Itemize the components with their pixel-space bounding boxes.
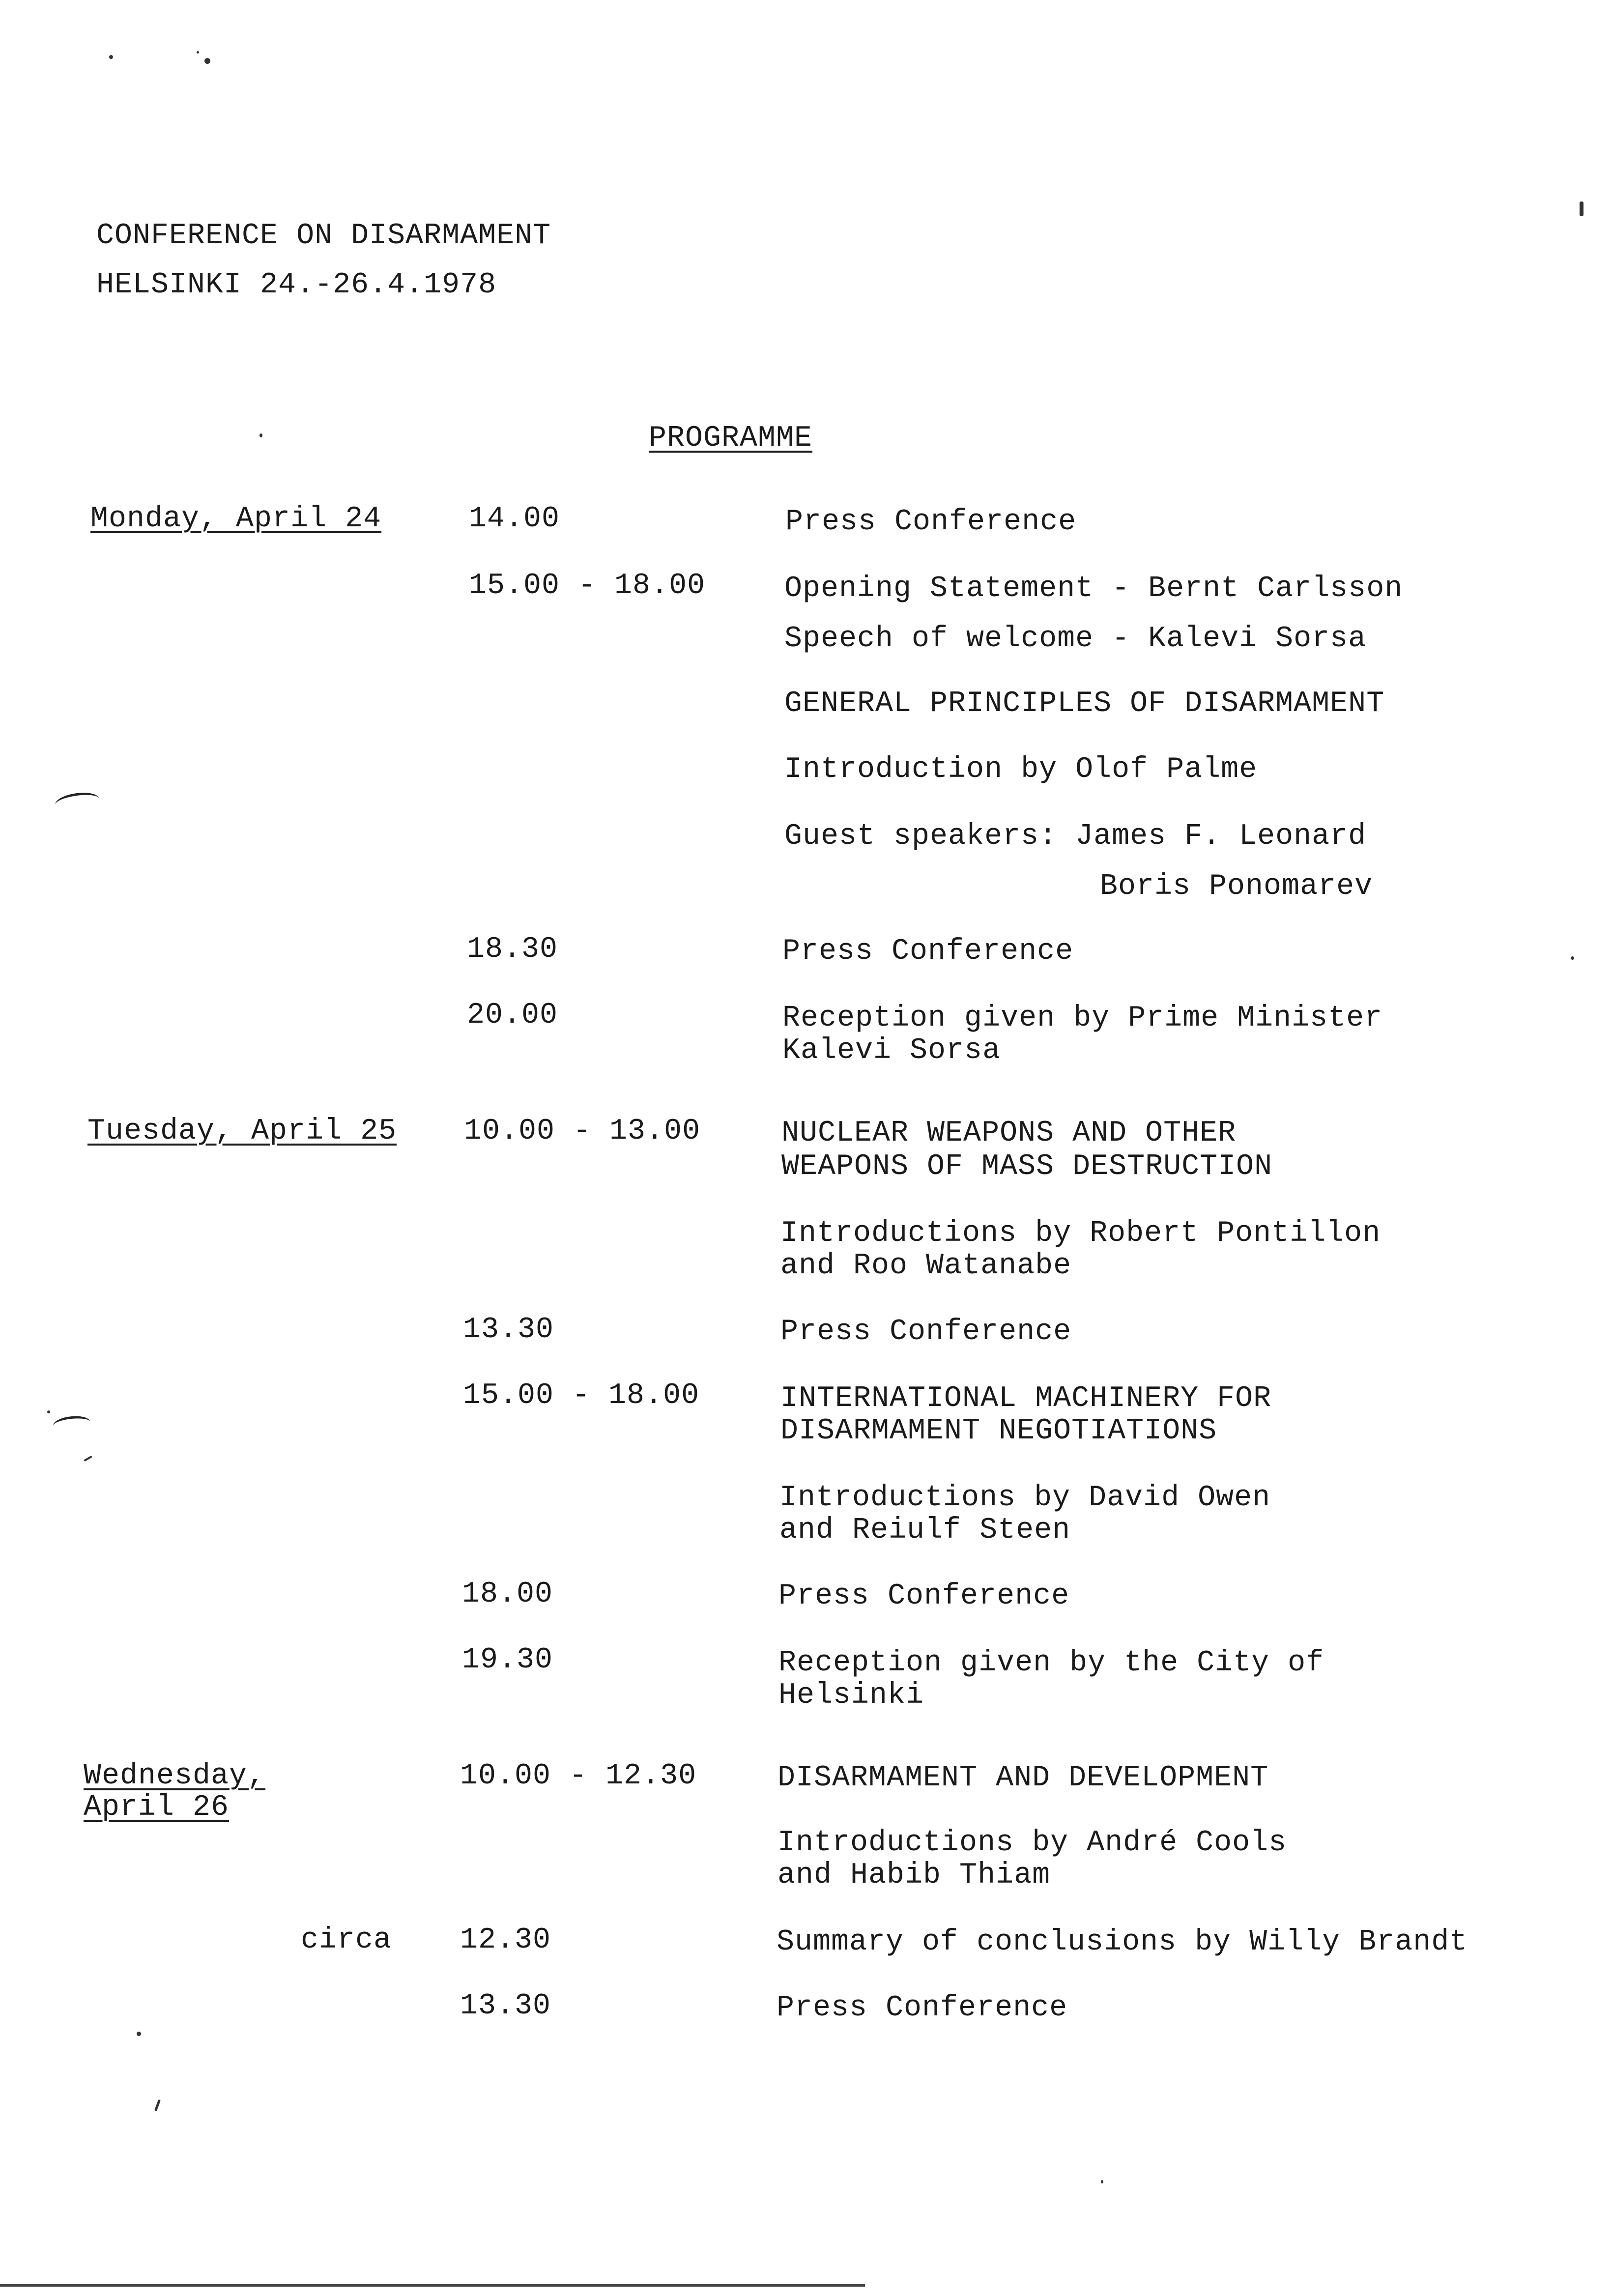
time-cell: 12.30 xyxy=(460,1923,551,1957)
time-cell: 18.30 xyxy=(467,933,558,966)
day-label-monday: Monday, April 24 xyxy=(90,502,382,536)
scan-speck xyxy=(84,1456,92,1462)
time-cell: 13.30 xyxy=(460,1989,551,2023)
time-cell: 20.00 xyxy=(467,999,558,1032)
event-cell: Introduction by Olof Palme xyxy=(784,753,1258,786)
time-cell: 10.00 - 12.30 xyxy=(460,1759,697,1793)
event-cell: WEAPONS OF MASS DESTRUCTION xyxy=(781,1150,1273,1183)
event-cell: DISARMAMENT AND DEVELOPMENT xyxy=(777,1761,1269,1795)
event-cell: Introductions by Robert Pontillon xyxy=(780,1217,1381,1250)
event-cell: Press Conference xyxy=(780,1315,1072,1349)
event-cell: Press Conference xyxy=(785,505,1077,539)
time-cell: 15.00 - 18.00 xyxy=(469,569,706,603)
event-cell: Boris Ponomarev xyxy=(1100,870,1373,903)
time-cell: 15.00 - 18.00 xyxy=(463,1379,700,1412)
scan-speck xyxy=(1101,2180,1103,2183)
event-cell: NUCLEAR WEAPONS AND OTHER xyxy=(781,1117,1237,1150)
event-cell: GENERAL PRINCIPLES OF DISARMAMENT xyxy=(784,687,1385,720)
programme-heading: PROGRAMME xyxy=(649,422,813,455)
scan-speck xyxy=(109,55,113,59)
scan-speck xyxy=(47,1410,50,1413)
scan-speck xyxy=(137,2032,141,2036)
event-cell: Kalevi Sorsa xyxy=(782,1034,1001,1067)
time-cell: 13.30 xyxy=(463,1313,554,1347)
event-cell: Press Conference xyxy=(778,1579,1070,1613)
event-cell: and Reiulf Steen xyxy=(779,1514,1071,1547)
scan-speck xyxy=(1580,201,1583,216)
time-cell: 10.00 - 13.00 xyxy=(464,1115,701,1148)
event-cell: Speech of welcome - Kalevi Sorsa xyxy=(784,622,1367,656)
time-cell: 19.30 xyxy=(462,1643,553,1677)
time-cell: 18.00 xyxy=(462,1578,553,1611)
event-cell: Reception given by Prime Minister xyxy=(782,1002,1383,1035)
day-label-wednesday: Wednesday, xyxy=(84,1759,266,1793)
event-cell: Introductions by David Owen xyxy=(779,1481,1271,1515)
scan-speck xyxy=(1571,956,1574,960)
event-cell: and Habib Thiam xyxy=(777,1859,1051,1892)
event-cell: Press Conference xyxy=(782,935,1074,968)
event-cell: and Roo Watanabe xyxy=(780,1249,1072,1283)
scan-mark xyxy=(54,790,100,813)
event-cell: Reception given by the City of xyxy=(778,1646,1324,1680)
event-cell: Introductions by André Cools xyxy=(777,1826,1287,1860)
day-label-tuesday: Tuesday, April 25 xyxy=(87,1115,397,1148)
scan-speck xyxy=(259,433,262,437)
event-cell: Summary of conclusions by Willy Brandt xyxy=(777,1925,1468,1959)
event-cell: Guest speakers: James F. Leonard xyxy=(784,820,1367,853)
conference-place-date: HELSINKI 24.-26.4.1978 xyxy=(96,268,497,302)
time-cell: 14.00 xyxy=(469,502,560,536)
circa-label: circa xyxy=(301,1923,392,1957)
conference-title: CONFERENCE ON DISARMAMENT xyxy=(96,219,551,253)
event-cell: Opening Statement - Bernt Carlsson xyxy=(784,572,1403,605)
page-bottom-edge xyxy=(0,2284,865,2287)
event-cell: INTERNATIONAL MACHINERY FOR xyxy=(780,1382,1272,1415)
event-cell: Press Conference xyxy=(777,1991,1068,2025)
scan-mark xyxy=(53,1414,91,1434)
scan-speck xyxy=(204,58,210,64)
event-cell: DISARMAMENT NEGOTIATIONS xyxy=(780,1414,1217,1448)
event-cell: Helsinki xyxy=(778,1679,924,1712)
scan-speck xyxy=(197,51,199,54)
scan-speck xyxy=(154,2099,161,2111)
day-label-wednesday-date: April 26 xyxy=(84,1791,230,1824)
